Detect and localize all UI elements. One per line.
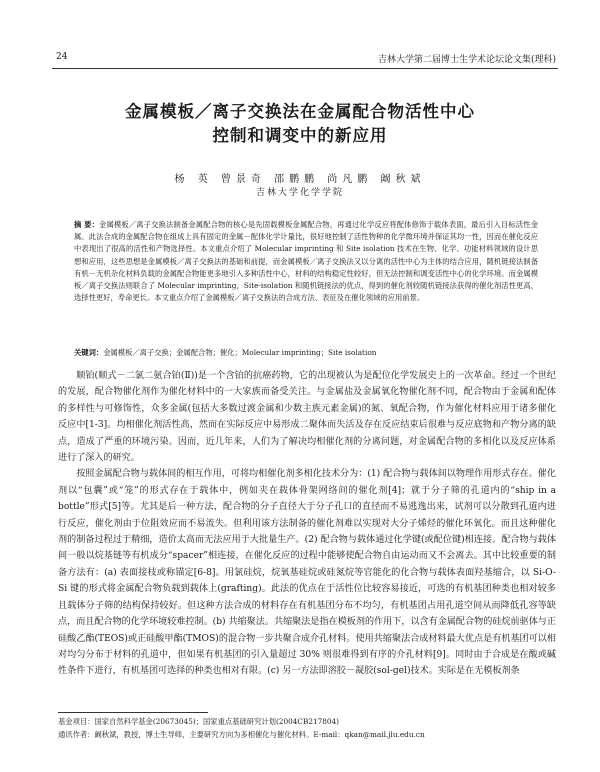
- journal-title: 吉林大学第二届博士生学术论坛论文集(理科): [377, 55, 556, 65]
- footnote-corresponding-author: 通讯作者：阚秋斌，教授，博士生导师，主要研究方向为多相催化与催化材料。E-mail：qkan@mail.jlu.edu.cn: [58, 730, 425, 739]
- abstract-text: 金属模板／离子交换法制备金属配合物的核心是先固载模板金属配合物，再通过化学反应将配体修饰于载体表面，最后引入目标活性金属。此法合成的金属配合物在组成上具有固定的金属－配体化学计量比，很好地控制了活性物种的化学微环境并保证其均一性，因而在催化反应中表现出了很高的活性和产物选择性。本文重点介绍了 Molecular imprinting 和 Site isolation 技术在生物、化学、功能材料领域的设计思想和应用，这些思想是金属模板／离子交换法的基础和前提，而金属模板／离子交换法又以分离的活性中心为主体的结合应用，随机链接法制备有机－无机杂化材料负载的金属配合物能更多地引入多种活性中心，材料的结构稳定性较好，但无法控制和调变活性中心的化学环境。而金属模板／离子交换法则联合了 Molecular imprinting，Site-isolation 和随机链接法的优点，得到的催化剂较随机链接法获得的催化剂活性更高，选择性更好，寿命更长。本文重点介绍了金属模板／离子交换法的合成方法、表征及在催化领域的应用前景。: [74, 220, 538, 303]
- abstract-label: 摘 要：: [74, 220, 100, 229]
- footnote-funding: 基金项目：国家自然科学基金(20673045)；国家重点基础研究计划(2004CB217804): [58, 717, 340, 726]
- keywords-label: 关键词：: [74, 348, 104, 357]
- page-number: 24: [56, 52, 68, 62]
- abstract: [74, 219, 538, 304]
- keywords-text: 金属模板／离子交换；金属配合物；催化；Molecular imprinting；Site isolation: [103, 348, 377, 357]
- running-header: [48, 52, 560, 66]
- header-rule: [52, 68, 558, 69]
- body-text: [58, 368, 556, 680]
- paragraph: 顺铂(顺式－二氯二氨合铂(Ⅱ))是一个含铂的抗癌药物，它的出现被认为是配位化学发展史上的一次革命。经过一个世纪的发展，配合物催化剂作为催化材料中的一大家族而备受关注。与金属盐及金属氧化物催化剂不同，配合物由于金属和配体的多样性与可修饰性，众多金属(包括大多数过渡金属和少数主族元素金属)的氮、氧配合物，作为催化材料应用于诸多催化反应中[1-3]。均相催化剂活性高，然而在实际反应中易形成二聚体而失活及存在反应结束后很难与反应底物和产物分离的缺点，造成了严重的环境污染。因而，近几年来，人们为了解决均相催化剂的分离问题，对金属配合物的多相化以及反应体系进行了深入的研究。: [58, 371, 556, 464]
- title-line-1: 金属模板／离子交换法在金属配合物活性中心: [125, 102, 475, 121]
- paragraph: 按照金属配合物与载体间的相互作用，可将均相催化剂多相化技术分为：(1) 配合物与载体间以物理作用形式存在。催化剂以“包囊”或“笼”的形式存在于载体中，例如夹在载体骨架网络间的催化剂[4]；就于分子筛的孔道内的“ship in a bottle”形式[5]等。尤其是后一种方法，配合物的分子直径大于分子孔口的直径而不易逃逸出来，试剂可以分散到孔道内进行反应，催化剂由于位阻效应而不易流失。但利用该方法制备的催化剂难以实现对大分子烯烃的催化环氧化。而且这种催化剂的制备过程过于精细，造价太高而无法应用于大批量生产。(2) 配合物与载体通过化学键(或配位键)相连接。配合物与载体间一般以烷基链等有机成分“spacer”相连接，在催化反应的过程中能够使配合物自由运动而又不会离去。其中比较重要的制备方法有：(a) 表面接枝或称锚定[6-8]。用氯硅烷，烷氧基硅烷或硅氮烷等官能化的化合物与载体表面羟基缩合，以 Si-O-Si 键的形式将金属配合物负载到载体上(grafting)。此法的优点在于活性位比较容易接近，可选的有机基团种类也相对较多且载体分子筛的结构保持较好。但这种方法合成的材料存在有机基团分布不均匀，有机基团占用孔道空间从而降低孔容等缺点，而且配合物的化学环境较难控制。(b) 共缩聚法。共缩聚法是指在模板剂的作用下，以含有金属配合物的硅烷前驱体与正硅酸乙酯(TEOS)或正硅酸甲酯(TMOS)的混合物一步共聚合成介孔材料。使用共缩聚法合成材料最大优点是有机基团可以相对均匀分布于材料的孔道中，但如果有机基团的引入量超过 30% 则很难得到有序的介孔材料[9]。同时由于合成是在酸或碱性条件下进行，有机基团可选择的种类也相对有限。(c) 另一方法即溶胶－凝胶(sol-gel)技术。实际是在无模板剂条: [58, 469, 556, 677]
- keywords: [74, 347, 538, 359]
- title-line-2: 控制和调变中的新应用: [212, 126, 388, 145]
- paper-title: [60, 100, 540, 148]
- affiliation: 吉林大学化学学院: [255, 188, 344, 198]
- footnote-rule: [58, 712, 208, 713]
- author-list: 杨 英 曾景奇 邵鹏鹏 尚凡鹏 阚秋斌: [174, 174, 426, 185]
